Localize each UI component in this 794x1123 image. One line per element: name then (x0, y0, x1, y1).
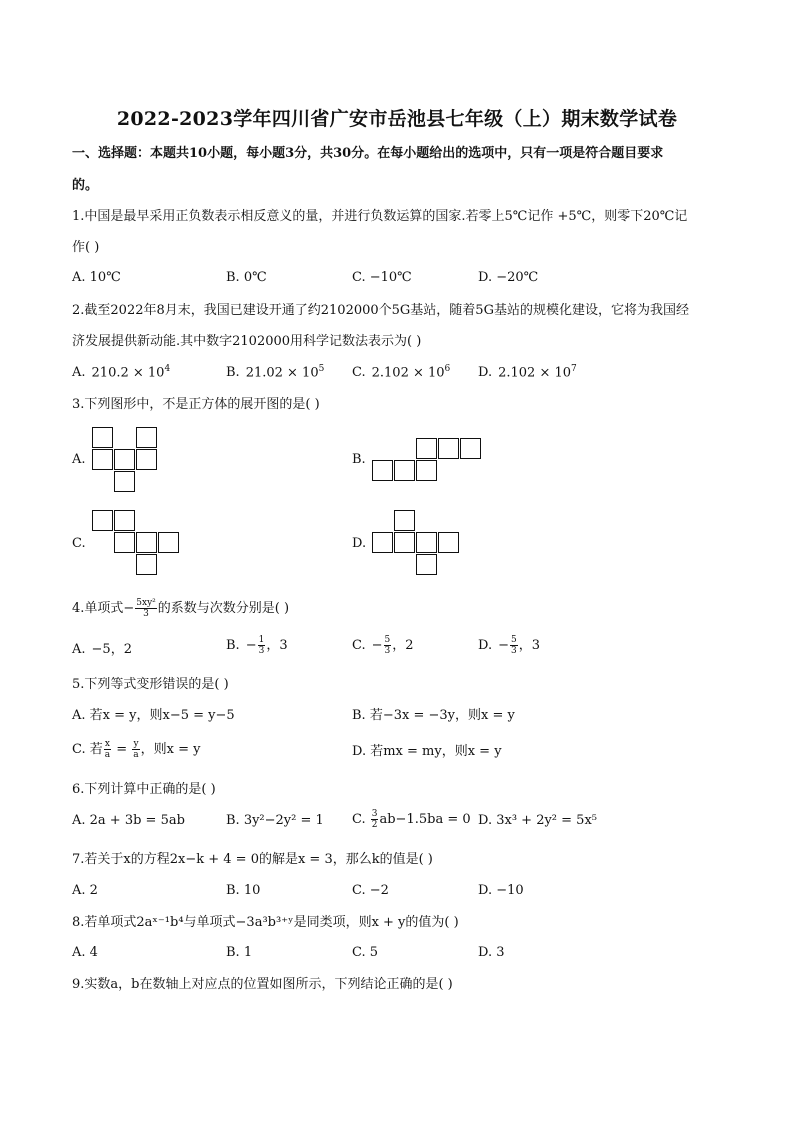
q7-stem: 7.若关于x的方程2x−k + 4 = 0的解是x = 3，那么k的值是( ) (72, 852, 433, 867)
q5-option-d: D. 若mx = my，则x = y (352, 744, 502, 759)
q1-stem-line1: 1.中国是最早采用正负数表示相反意义的量，并进行负数运算的国家.若零上5℃记作 +5℃，则零下20℃记 (72, 209, 688, 224)
q3-stem: 3.下列图形中，不是正方体的展开图的是( ) (72, 397, 320, 412)
q4-stem-fraction: $\frac{\text{5xy²}}{3}$ (136, 598, 156, 619)
q1-options (72, 270, 732, 288)
q3-label-b: B. (352, 452, 366, 467)
q3-label-d: D. (352, 536, 367, 551)
q5-stem: 5.下列等式变形错误的是( ) (72, 677, 229, 692)
q6-option-b: B. 3y²−2y² = 1 (226, 813, 324, 828)
q4-option-b: B. − $\frac{1}{3}$ ，3 (226, 635, 288, 656)
q1-option-c: C. −10℃ (352, 270, 412, 285)
q4-option-c: C. − $\frac{5}{3}$ ，2 (352, 635, 414, 656)
q1-option-b: B. 0℃ (226, 270, 267, 285)
q4-stem: 4.单项式− $\frac{\text{5xy²}}{3}$ 的系数与次数分别是( ) (72, 598, 290, 619)
q7-option-a: A. 2 (72, 883, 98, 898)
q5-option-b: B. 若−3x = −3y，则x = y (352, 708, 515, 723)
q3-label-c: C. (72, 536, 86, 551)
q7-options (72, 883, 732, 901)
section-heading-line2: 的。 (72, 178, 99, 193)
q8-option-d: D. 3 (478, 945, 505, 960)
q6-stem: 6.下列计算中正确的是( ) (72, 782, 216, 797)
q8-option-b: B. 1 (226, 945, 253, 960)
q2-option-a: A. $210.2 \times 10^4$ (72, 364, 171, 381)
q2-stem-line1: 2.截至2022年8月末，我国已建设开通了约2102000个5G基站，随着5G基站的规模化建设，它将为我国经 (72, 303, 689, 318)
q6-option-a: A. 2a + 3b = 5ab (72, 813, 185, 828)
q2-option-c: C. $2.102 \times 10^6$ (352, 364, 451, 381)
q3-label-a: A. (72, 452, 86, 467)
q6-option-d: D. 3x³ + 2y² = 5x⁵ (478, 813, 597, 828)
q4-options (72, 635, 732, 657)
q8-option-a: A. 4 (72, 945, 98, 960)
q5-option-c: C. 若 $\frac{x}{a}$ = $\frac{y}{a}$ ，则x = y (72, 739, 201, 760)
q8-stem: 8.若单项式2aˣ⁻¹b⁴与单项式−3a³b³⁺ʸ是同类项，则x + y的值为( ) (72, 915, 459, 930)
q8-option-c: C. 5 (352, 945, 379, 960)
q2-option-b: B. $21.02 \times 10^5$ (226, 364, 325, 381)
q1-option-a: A. 10℃ (72, 270, 121, 285)
q9-stem: 9.实数a，b在数轴上对应点的位置如图所示，下列结论正确的是( ) (72, 977, 453, 992)
q4-option-d: D. − $\frac{5}{3}$ ，3 (478, 635, 541, 656)
section-heading-line1: 一、选择题：本题共10小题，每小题3分，共30分。在每小题给出的选项中，只有一项是符合题目要求 (72, 146, 664, 161)
q2-options (72, 364, 732, 382)
q2-stem-line2: 济发展提供新动能.其中数字2102000用科学记数法表示为( ) (72, 334, 422, 349)
q1-option-d: D. −20℃ (478, 270, 539, 285)
q6-options (72, 809, 732, 831)
q1-stem-line2: 作( ) (72, 240, 100, 255)
q4-option-a: A. −5，2 (72, 642, 132, 657)
q2-option-d: D. $2.102 \times 10^7$ (478, 364, 577, 381)
q5-option-a: A. 若x = y，则x−5 = y−5 (72, 708, 235, 723)
q6-option-c: C. $\frac{3}{2}$ ab−1.5ba = 0 (352, 809, 471, 830)
q7-option-d: D. −10 (478, 883, 524, 898)
q7-option-c: C. −2 (352, 883, 389, 898)
q7-option-b: B. 10 (226, 883, 261, 898)
page-title: 2022-2023学年四川省广安市岳池县七年级（上）期末数学试卷 (116, 108, 678, 130)
q8-options (72, 945, 732, 963)
